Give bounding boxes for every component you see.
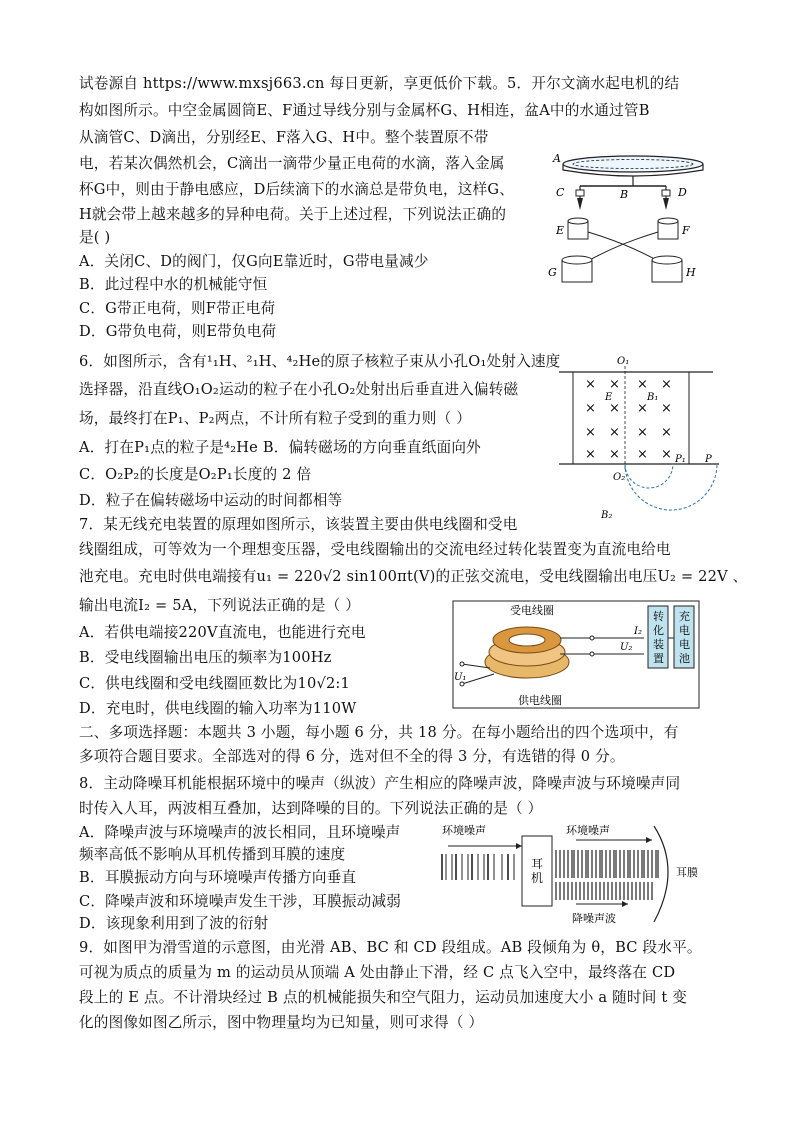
field-cross-mark: × [609, 377, 620, 392]
text-line: 化的图像如图乙所示，图中物理量均为已知量，则可求得（ ） [79, 1014, 484, 1031]
option-6a: A．打在P₁点的粒子是⁴₂He B．偏转磁场的方向垂直纸面向外 [79, 439, 481, 456]
label-A: A [553, 152, 561, 165]
option-6c: C．O₂P₂的长度是O₂P₁长度的 2 倍 [79, 466, 312, 483]
label-O2: O₂ [613, 472, 626, 483]
text-line: 多项符合题目要求。全部选对的得 6 分，选对但不全的得 3 分，有选错的得 0 分。 [79, 748, 625, 765]
label-cancel-wave: 降噪声波 [572, 912, 616, 925]
text-line: 6．如图所示，含有¹₁H、²₁H、⁴₂He的原子核粒子束从小孔O₁处射入速度 [79, 353, 561, 370]
magnetic-field-crosses [585, 377, 672, 462]
text-line: 选择器，沿直线O₁O₂运动的粒子在小孔O₂处射出后垂直进入偏转磁 [79, 381, 519, 398]
section-heading: 二、多项选择题：本题共 3 小题，每小题 6 分，共 18 分。在每小题给出的四个选项中，有 [79, 724, 679, 741]
label-P1: P₁ [675, 454, 686, 465]
label-U2: U₂ [620, 642, 633, 653]
label-E-field: E [605, 392, 613, 403]
field-cross-mark: × [661, 447, 672, 462]
field-cross-mark: × [661, 401, 672, 416]
field-cross-mark: × [609, 425, 620, 440]
field-cross-mark: × [637, 447, 648, 462]
text-line: 构如图所示。中空金属圆筒E、F通过导线分别与金属杯G、H相连，盆A中的水通过管B [79, 102, 650, 119]
text-line: 是( ) [79, 229, 111, 246]
label-receiver-coil: 受电线圈 [510, 604, 554, 617]
label-B2: B₂ [601, 510, 613, 521]
label-E: E [556, 224, 565, 237]
text-line: H就会带上越来越多的异种电荷。关于上述过程，下列说法正确的 [79, 206, 507, 223]
text-line: 从滴管C、D滴出，分别经E、F落入G、H中。整个装置原不带 [79, 129, 489, 146]
text-line: 时传入人耳，两波相互叠加，达到降噪的目的。下列说法正确的是（ ） [79, 800, 543, 817]
label-B: B [620, 188, 629, 201]
text-line: 段上的 E 点。不计滑块经过 B 点的机械能损失和空气阻力，运动员加速度大小 a 随时间 t 变 [79, 989, 688, 1006]
label-earphone: 耳机 [531, 857, 544, 885]
option-5c: C．G带正电荷，则F带正电荷 [79, 300, 276, 317]
field-cross-mark: × [637, 425, 648, 440]
label-O1: O₁ [617, 356, 630, 367]
figure-noise-cancel [432, 820, 730, 930]
label-supply-coil: 供电线圈 [518, 694, 562, 707]
label-H: H [686, 266, 696, 279]
label-F: F [682, 224, 690, 237]
option-8a-cont: 频率高低不影响从耳机传播到耳膜的速度 [79, 846, 346, 863]
field-cross-mark: × [637, 377, 648, 392]
option-7a: A．若供电端接220V直流电，也能进行充电 [79, 624, 366, 641]
figure-kelvin-dropper [548, 148, 704, 288]
option-5a: A．关闭C、D的阀门，仅G向E靠近时，G带电量减少 [79, 253, 429, 270]
text-line: 9．如图甲为滑雪道的示意图，由光滑 AB、BC 和 CD 段组成。AB 段倾角为 θ，BC 段水平。 [79, 939, 702, 956]
field-cross-mark: × [661, 377, 672, 392]
option-7d: D．充电时，供电线圈的输入功率为110W [79, 700, 357, 717]
text-line: 电，若某次偶然机会，C滴出一滴带少量正电荷的水滴，落入金属 [79, 155, 505, 172]
option-7b: B．受电线圈输出电压的频率为100Hz [79, 649, 332, 666]
field-cross-mark: × [609, 401, 620, 416]
option-8a: A．降噪声波与环境噪声的波长相同，且环境噪声 [79, 824, 401, 841]
option-5b: B．此过程中水的机械能守恒 [79, 276, 268, 293]
option-8d: D．该现象利用到了波的衍射 [79, 915, 269, 932]
label-ambient-noise-right: 环境噪声 [566, 824, 610, 837]
label-C: C [556, 186, 565, 199]
text-line: 输出电流I₂ = 5A，下列说法正确的是（ ） [79, 597, 361, 614]
field-cross-mark: × [585, 401, 596, 416]
text-line: 线圈组成，可等效为一个理想变压器，受电线圈输出的交流电经过转化装置变为直流电给电 [79, 541, 671, 558]
field-cross-mark: × [661, 425, 672, 440]
field-cross-mark: × [585, 447, 596, 462]
field-cross-mark: × [585, 377, 596, 392]
label-ambient-noise-left: 环境噪声 [442, 824, 486, 837]
field-cross-mark: × [637, 401, 648, 416]
option-6d: D．粒子在偏转磁场中运动的时间都相等 [79, 492, 343, 509]
option-8c: C．降噪声波和环境噪声发生干涉，耳膜振动减弱 [79, 893, 402, 910]
text-line: 7．某无线充电装置的原理如图所示，该装置主要由供电线圈和受电 [79, 516, 518, 533]
text-line: 池充电。充电时供电端接有u₁ = 220√2 sin100πt(V)的正弦交流电，受电线圈输出电压U₂ = 22V 、 [79, 568, 748, 585]
label-G: G [548, 266, 557, 279]
text-line: 可视为质点的质量为 m 的运动员从顶端 A 处由静止下滑，经 C 点飞入空中，最终落在 CD [79, 964, 676, 981]
label-battery: 充电电池 [679, 610, 690, 665]
text-line: 杯G中，则由于静电感应，D后续滴下的水滴总是带负电，这样G、 [79, 181, 515, 198]
label-U1: U₁ [454, 672, 467, 683]
field-cross-mark: × [585, 425, 596, 440]
label-eardrum: 耳膜 [676, 866, 698, 879]
option-8b: B．耳膜振动方向与环境噪声传播方向垂直 [79, 869, 357, 886]
option-5d: D．G带负电荷，则E带负电荷 [79, 323, 277, 340]
label-D: D [678, 186, 687, 199]
option-7c: C．供电线圈和受电线圈匝数比为10√2:1 [79, 675, 351, 692]
field-cross-mark: × [609, 447, 620, 462]
text-line-header: 试卷源自 https://www.mxsj663.cn 每日更新，享更低价下载。5．开尔文滴水起电机的结 [79, 75, 680, 92]
figure-velocity-selector [555, 352, 725, 524]
label-P: P [705, 454, 712, 465]
label-I2: I₂ [634, 626, 642, 637]
label-B1: B₁ [647, 392, 659, 403]
text-line: 8．主动降噪耳机能根据环境中的噪声（纵波）产生相应的降噪声波，降噪声波与环境噪声同 [79, 775, 681, 792]
text-line: 场，最终打在P₁、P₂两点，不计所有粒子受到的重力则（ ） [79, 410, 472, 427]
label-converter: 转化装置 [653, 610, 664, 665]
figure-wireless-charger [452, 600, 700, 710]
